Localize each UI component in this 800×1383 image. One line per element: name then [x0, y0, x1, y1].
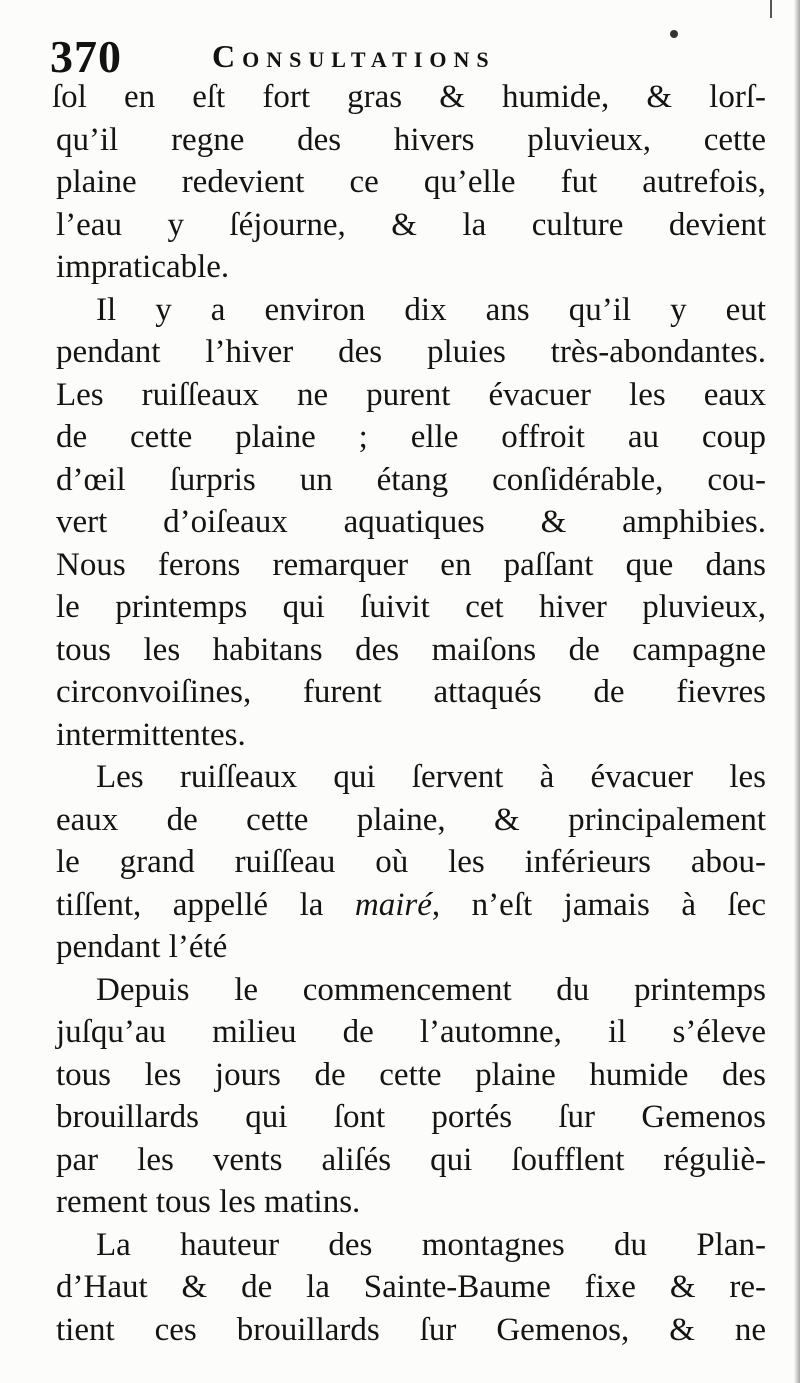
italic-term: mairé [354, 886, 432, 923]
text-line: tous les jours de cette plaine humide des [56, 1056, 766, 1093]
body-text [52, 76, 766, 1351]
text-line: ſol en eſt fort gras & humide, & lorſ- [52, 79, 766, 115]
text-line: par les vents aliſés qui ſoufflent réguliè- [56, 1141, 766, 1178]
text-line: Depuis le commencement du printemps [96, 971, 766, 1008]
text-span: , n’eſt jamais à ſec [431, 886, 766, 923]
text-line: plaine redevient ce qu’elle fut autrefois, [56, 164, 766, 200]
text-line: intermittentes. [56, 716, 246, 753]
text-line: eaux de cette plaine, & principalement [56, 801, 766, 838]
page-edge-mark [770, 0, 772, 18]
page-edge-shadow [794, 0, 800, 1383]
header-ornament [670, 30, 678, 38]
text-line: d’Haut & de la Sainte-Baume fixe & re- [56, 1269, 766, 1305]
text-line: Nous ferons remarquer en paſſant que dans [56, 546, 766, 583]
text-span: tiſſent, appellé la [56, 886, 355, 923]
page-number: 370 [50, 31, 122, 82]
text-line: le grand ruiſſeau où les inférieurs abou- [56, 844, 766, 880]
text-line: tous les habitans des maiſons de campagne [56, 631, 766, 668]
text-line: l’eau y ſéjourne, & la culture devient [56, 206, 766, 243]
text-line: brouillards qui ſont portés ſur Gemenos [56, 1099, 766, 1135]
text-line: de cette plaine ; elle offroit au coup [56, 419, 766, 455]
text-line: le printemps qui ſuivit cet hiver pluvieux, [56, 589, 766, 625]
text-line: qu’il regne des hivers pluvieux, cette [56, 121, 766, 158]
text-line: impraticable. [56, 249, 230, 285]
text-line: La hauteur des montagnes du Plan- [96, 1226, 766, 1263]
text-line: d’œil ſurpris un étang conſidérable, cou- [56, 461, 766, 498]
text-line: Les ruiſſeaux ne purent évacuer les eaux [56, 376, 766, 413]
text-line: Il y a environ dix ans qu’il y eut [96, 291, 766, 328]
text-line: vert d’oiſeaux aquatiques & amphibies. [56, 504, 766, 540]
text-line: circonvoiſines, furent attaqués de fievres [56, 674, 766, 710]
text-line: juſqu’au milieu de l’automne, il s’éleve [56, 1014, 766, 1050]
text-line-with-italic [56, 884, 766, 927]
text-line: pendant l’été [56, 929, 228, 965]
text-line: tient ces brouillards ſur Gemenos, & ne [56, 1311, 766, 1348]
text-line: pendant l’hiver des pluies très-abondantes. [56, 334, 766, 370]
running-head: Consultations [212, 38, 496, 74]
text-line: rement tous les matins. [56, 1184, 361, 1220]
text-line: Les ruiſſeaux qui ſervent à évacuer les [96, 759, 766, 795]
